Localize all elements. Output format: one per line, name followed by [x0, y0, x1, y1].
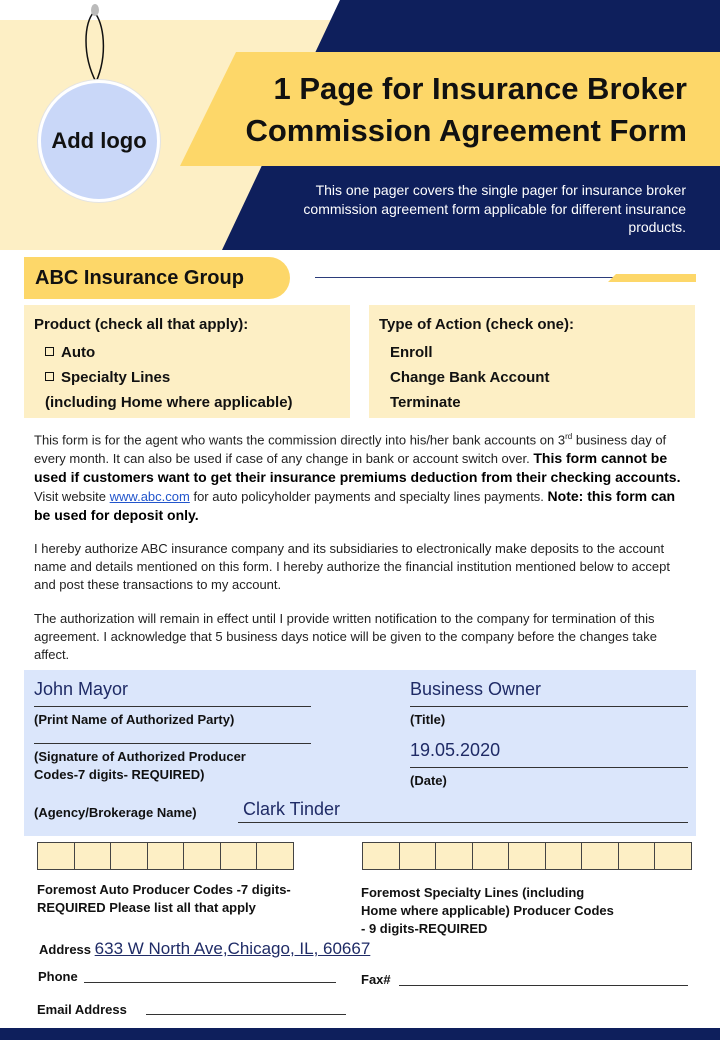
- specialty-code-cell[interactable]: [618, 842, 656, 870]
- specialty-code-cell[interactable]: [399, 842, 437, 870]
- fax-label: Fax#: [361, 972, 391, 987]
- agency-value[interactable]: Clark Tinder: [243, 799, 341, 819]
- logo-hook: [91, 4, 99, 16]
- agency-label: (Agency/Brokerage Name): [34, 805, 197, 820]
- action-panel-title: Type of Action (check one):: [379, 316, 575, 333]
- page-title: [217, 68, 687, 152]
- action-option-terminate[interactable]: Terminate: [390, 394, 461, 411]
- footer-bar: [0, 1028, 720, 1040]
- specialty-codes-label: Foremost Specialty Lines (including Home where applicable) Producer Codes - 9 digits-REQUIRED: [361, 885, 614, 936]
- specialty-code-cell[interactable]: [654, 842, 692, 870]
- paragraph-authorization: I hereby authorize ABC insurance company and its subsidiaries to electronically make deposits to the account name and details mentioned on this form. I hereby authorize the financial institution mentioned below to accept and post these transactions to my account.: [34, 541, 670, 592]
- auto-codes-label: Foremost Auto Producer Codes -7 digits- REQUIRED Please list all that apply: [37, 882, 291, 915]
- email-line[interactable]: [146, 1014, 346, 1015]
- title-line-1: 1 Page for Insurance Broker: [273, 71, 687, 106]
- auto-code-cell[interactable]: [37, 842, 75, 870]
- company-name: ABC Insurance Group: [24, 257, 290, 299]
- company-divider: [315, 277, 615, 278]
- signature-block: [24, 670, 696, 836]
- title-value[interactable]: Business Owner: [410, 679, 542, 699]
- page-subtitle: This one pager covers the single pager for insurance broker commission agreement form applicable for different insurance products.: [303, 182, 686, 235]
- title-line-2: Commission Agreement Form: [245, 113, 687, 148]
- date-line: [410, 767, 688, 768]
- company-accent: [608, 274, 696, 282]
- specialty-code-cell[interactable]: [508, 842, 546, 870]
- specialty-code-cell[interactable]: [362, 842, 400, 870]
- phone-label: Phone: [38, 969, 78, 984]
- product-panel: [24, 305, 350, 418]
- auto-code-cell[interactable]: [110, 842, 148, 870]
- title-line: [410, 706, 688, 707]
- action-option-enroll[interactable]: Enroll: [390, 344, 433, 361]
- website-link[interactable]: www.abc.com: [109, 489, 190, 505]
- address-field: [39, 939, 370, 959]
- logo-text: Add logo: [51, 128, 147, 153]
- specialty-code-cell[interactable]: [545, 842, 583, 870]
- auto-code-cell[interactable]: [220, 842, 258, 870]
- product-option-specialty[interactable]: Specialty Lines: [34, 365, 340, 390]
- auto-code-cell[interactable]: [74, 842, 112, 870]
- auto-code-cell[interactable]: [147, 842, 185, 870]
- specialty-code-cell[interactable]: [581, 842, 619, 870]
- print-name-value[interactable]: John Mayor: [34, 679, 129, 699]
- print-name-label: (Print Name of Authorized Party): [34, 712, 235, 727]
- specialty-code-cell[interactable]: [435, 842, 473, 870]
- fax-line[interactable]: [399, 985, 688, 986]
- date-value[interactable]: 19.05.2020: [410, 740, 501, 760]
- agency-line: [238, 822, 688, 823]
- product-option-note: (including Home where applicable): [45, 394, 293, 411]
- specialty-codes-grid: [362, 842, 691, 870]
- auto-codes-grid: [37, 842, 293, 870]
- print-name-line: [34, 706, 311, 707]
- paragraph-instructions: This form is for the agent who wants the commission directly into his/her bank accounts on 3rd business day of every month. It can also be used if case of any change in bank or account switch over. This form cannot be used if customers want to get their insurance premiums deduction from their checking accounts. Visit website www.abc.com for auto policyholder payments and specialty lines payments. Note: this form can be used for deposit only.: [34, 432, 681, 524]
- signature-line: [34, 743, 311, 744]
- address-value[interactable]: 633 W North Ave,Chicago, IL, 60667: [94, 939, 371, 958]
- paragraph-termination: The authorization will remain in effect until I provide written notification to the company for termination of this agreement. I acknowledge that 5 business days notice will be given to the company before the changes take affect.: [34, 611, 657, 662]
- action-option-change-bank[interactable]: Change Bank Account: [390, 369, 550, 386]
- product-option-auto[interactable]: Auto: [34, 340, 340, 365]
- title-label: (Title): [410, 712, 446, 727]
- checkbox-icon[interactable]: [45, 347, 54, 356]
- logo-placeholder[interactable]: [38, 80, 160, 202]
- action-panel: [369, 305, 695, 418]
- address-label: Address: [39, 942, 92, 957]
- auto-code-cell[interactable]: [256, 842, 294, 870]
- auto-code-cell[interactable]: [183, 842, 221, 870]
- phone-line[interactable]: [84, 982, 336, 983]
- checkbox-icon[interactable]: [45, 372, 54, 381]
- date-label: (Date): [410, 773, 447, 788]
- email-label: Email Address: [37, 1002, 127, 1017]
- signature-label: (Signature of Authorized Producer Codes-7 digits- REQUIRED): [34, 749, 246, 782]
- specialty-code-cell[interactable]: [472, 842, 510, 870]
- product-panel-title: Product (check all that apply):: [34, 316, 249, 333]
